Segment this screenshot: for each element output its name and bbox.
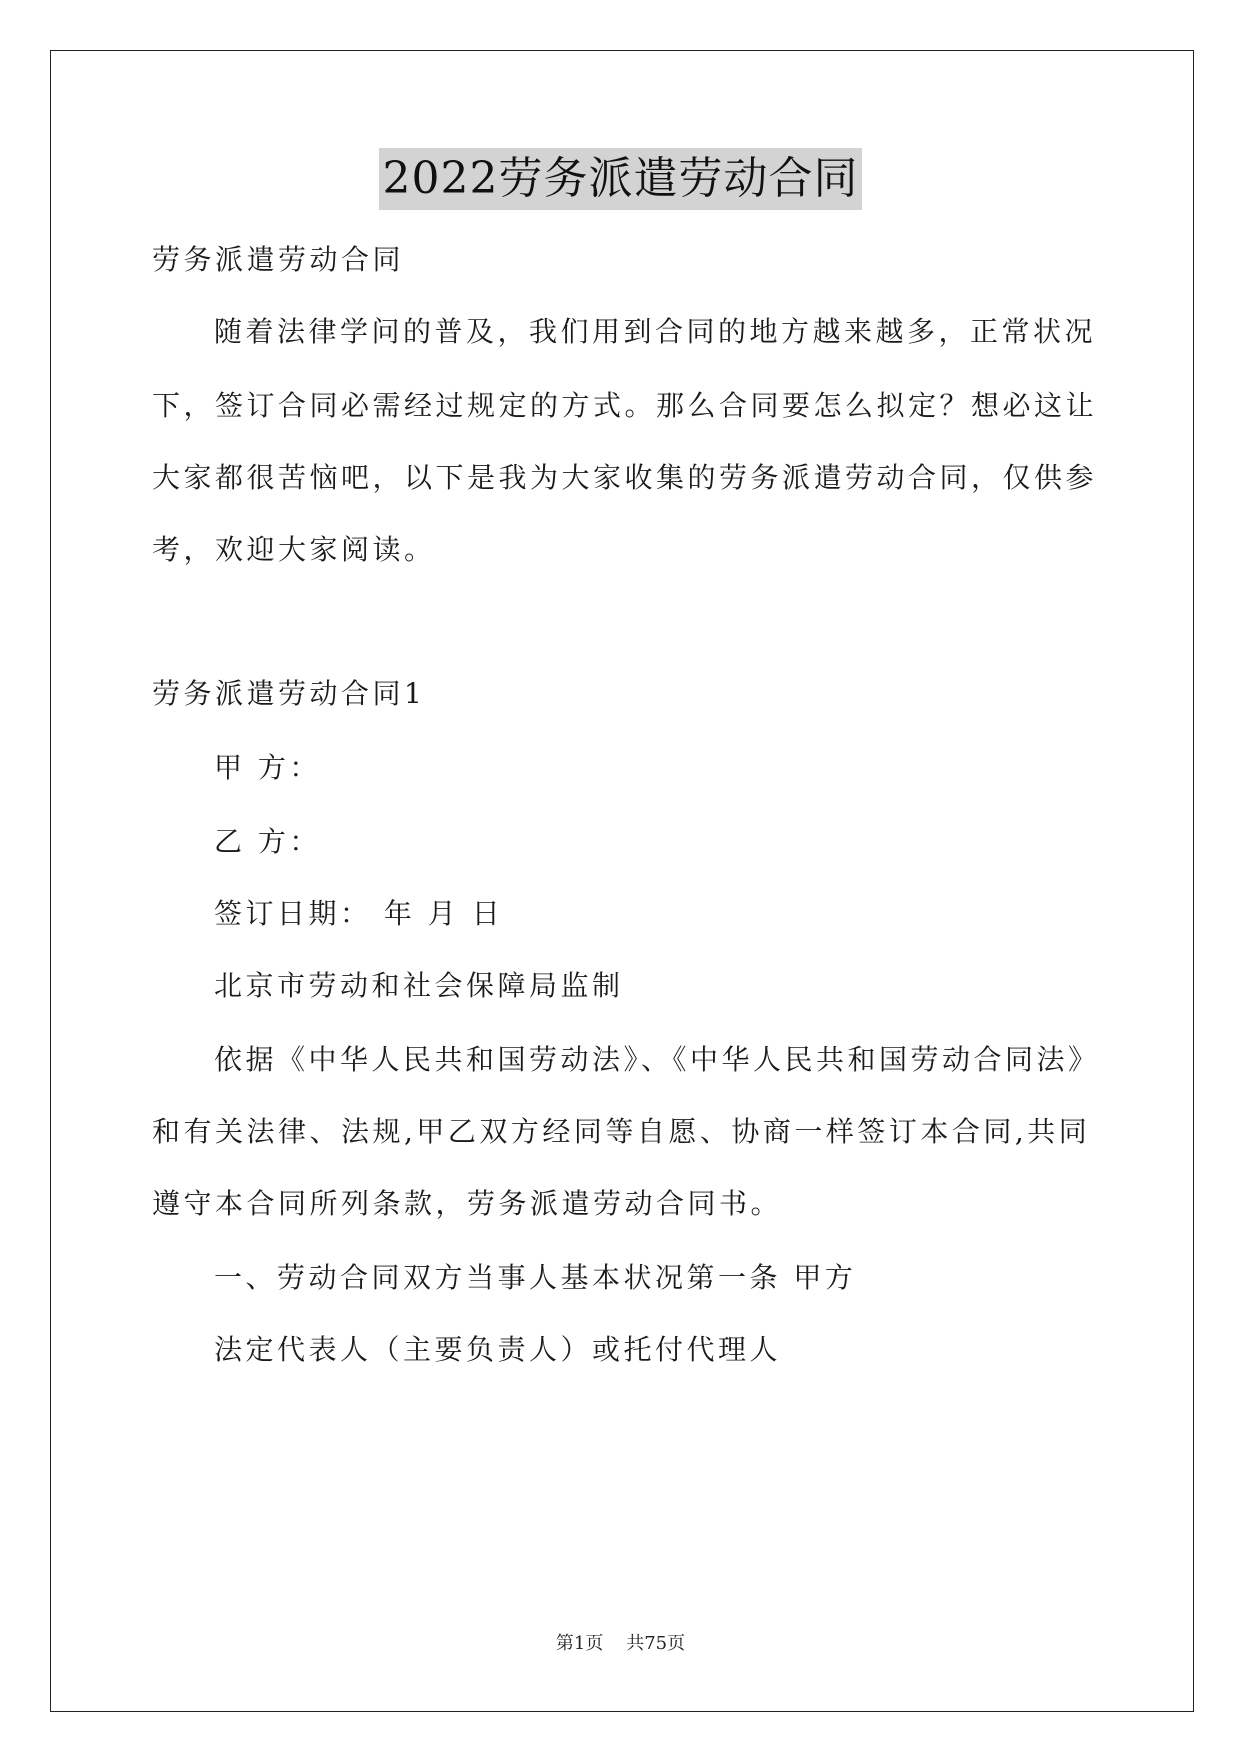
sign-date-field: 签订日期： 年 月 日 [214,897,504,930]
body-line: 遵守本合同所列条款，劳务派遣劳动合同书。 [152,1187,783,1220]
intro-line: 考，欢迎大家阅读。 [152,533,436,566]
intro-line: 大家都很苦恼吧，以下是我为大家收集的劳务派遣劳动合同，仅供参 [152,461,1098,494]
section-heading: 劳务派遣劳动合同1 [152,677,426,710]
clause-heading: 一、劳动合同双方当事人基本状况第一条 甲方 [214,1261,857,1294]
intro-line: 随着法律学问的普及，我们用到合同的地方越来越多，正常状况 [214,315,1097,348]
issuer-line: 北京市劳动和社会保障局监制 [214,969,624,1002]
page-border [50,50,1194,1712]
body-line: 和有关法律、法规,甲乙双方经同等自愿、协商一样签订本合同,共同 [152,1115,1091,1148]
doc-subtitle: 劳务派遣劳动合同 [152,243,405,276]
document-title: 2022劳务派遣劳动合同 [379,148,863,210]
body-line: 法定代表人（主要负责人）或托付代理人 [214,1333,782,1366]
title-container [0,148,1241,210]
party-a-field: 甲 方： [214,751,321,784]
body-line: 依据《中华人民共和国劳动法》、《中华人民共和国劳动合同法》 [214,1043,1100,1076]
party-b-field: 乙 方： [214,825,321,858]
page-number: 第1页 共75页 [555,1633,686,1654]
intro-line: 下，签订合同必需经过规定的方式。那么合同要怎么拟定？想必这让 [152,389,1098,422]
